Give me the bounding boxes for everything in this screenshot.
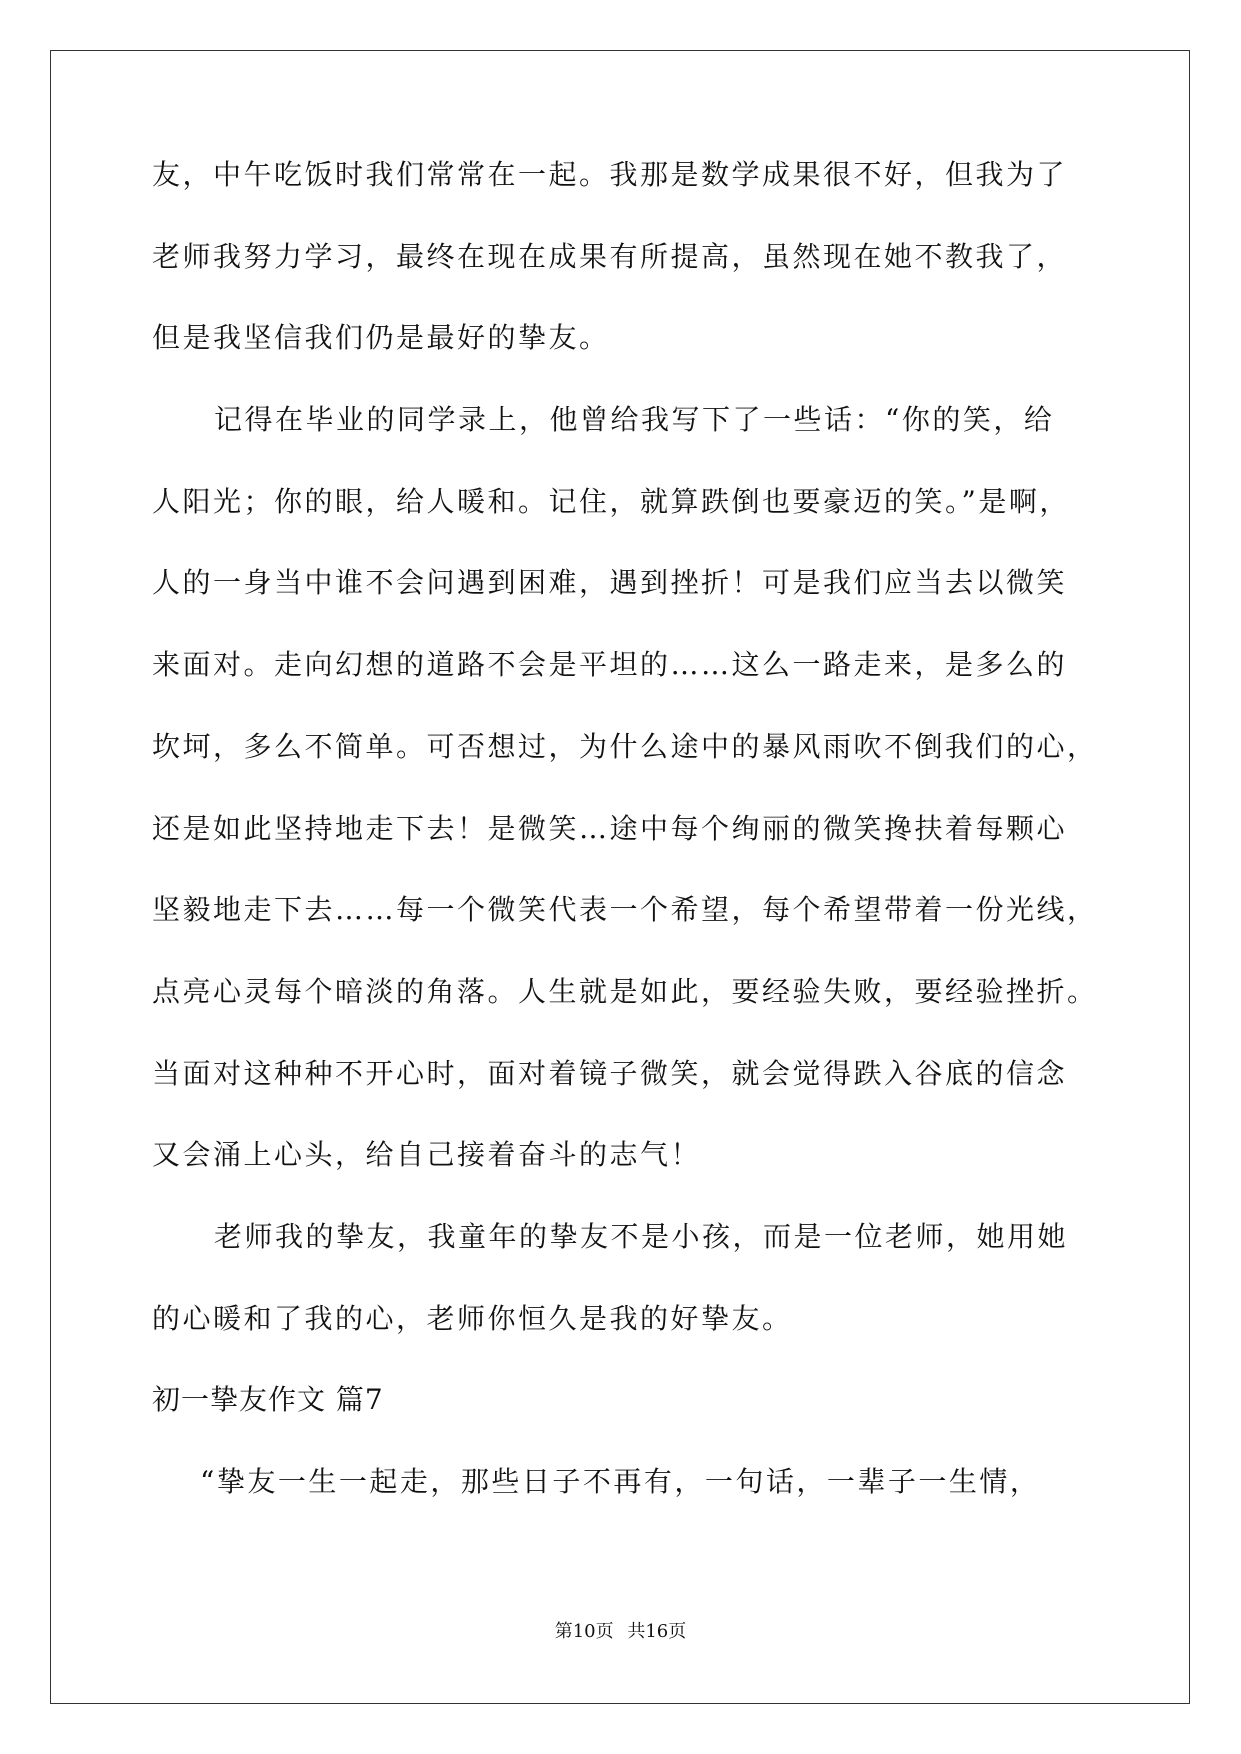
paragraph-start-line: 记得在毕业的同学录上，他曾给我写下了一些话：“你的笑，给 bbox=[214, 403, 1055, 437]
text-line: 来面对。走向幻想的道路不会是平坦的……这么一路走来，是多么的 bbox=[152, 648, 1068, 682]
page-number: 第10页 bbox=[554, 1621, 614, 1642]
text-line: 坎坷，多么不简单。可否想过，为什么途中的暴风雨吹不倒我们的心， bbox=[152, 729, 1098, 763]
text-line: 人的一身当中谁不会问遇到困难，遇到挫折！可是我们应当去以微笑 bbox=[152, 566, 1068, 600]
text-line: 又会涌上心头，给自己接着奋斗的志气！ bbox=[152, 1138, 702, 1172]
text-line: 友，中午吃饭时我们常常在一起。我那是数学成果很不好，但我为了 bbox=[152, 158, 1068, 191]
text-line: 人阳光；你的眼，给人暖和。记住，就算跌倒也要豪迈的笑。”是啊， bbox=[152, 484, 1070, 518]
text-line: 点亮心灵每个暗淡的角落。人生就是如此，要经验失败，要经验挫折。 bbox=[152, 974, 1098, 1008]
text-line: 的心暖和了我的心，老师你恒久是我的好挚友。 bbox=[152, 1301, 793, 1335]
text-line: 当面对这种种不开心时，面对着镜子微笑，就会觉得跌入谷底的信念 bbox=[152, 1056, 1068, 1090]
text-line: 还是如此坚持地走下去！是微笑…途中每个绚丽的微笑搀扶着每颗心 bbox=[152, 811, 1068, 845]
page-footer bbox=[0, 1622, 1241, 1642]
paragraph-start-line: “挚友一生一起走，那些日子不再有，一句话，一辈子一生情， bbox=[200, 1465, 1041, 1498]
document-body bbox=[152, 158, 1098, 1549]
section-heading: 初一挚友作文 篇7 bbox=[152, 1383, 384, 1417]
paragraph-start-line: 老师我的挚友，我童年的挚友不是小孩，而是一位老师，她用她 bbox=[214, 1219, 1069, 1253]
text-line: 但是我坚信我们仍是最好的挚友。 bbox=[152, 321, 610, 355]
page-total: 共16页 bbox=[627, 1621, 687, 1642]
text-line: 老师我努力学习，最终在现在成果有所提高，虽然现在她不教我了， bbox=[152, 239, 1068, 273]
text-line: 坚毅地走下去……每一个微笑代表一个希望，每个希望带着一份光线， bbox=[152, 893, 1098, 927]
